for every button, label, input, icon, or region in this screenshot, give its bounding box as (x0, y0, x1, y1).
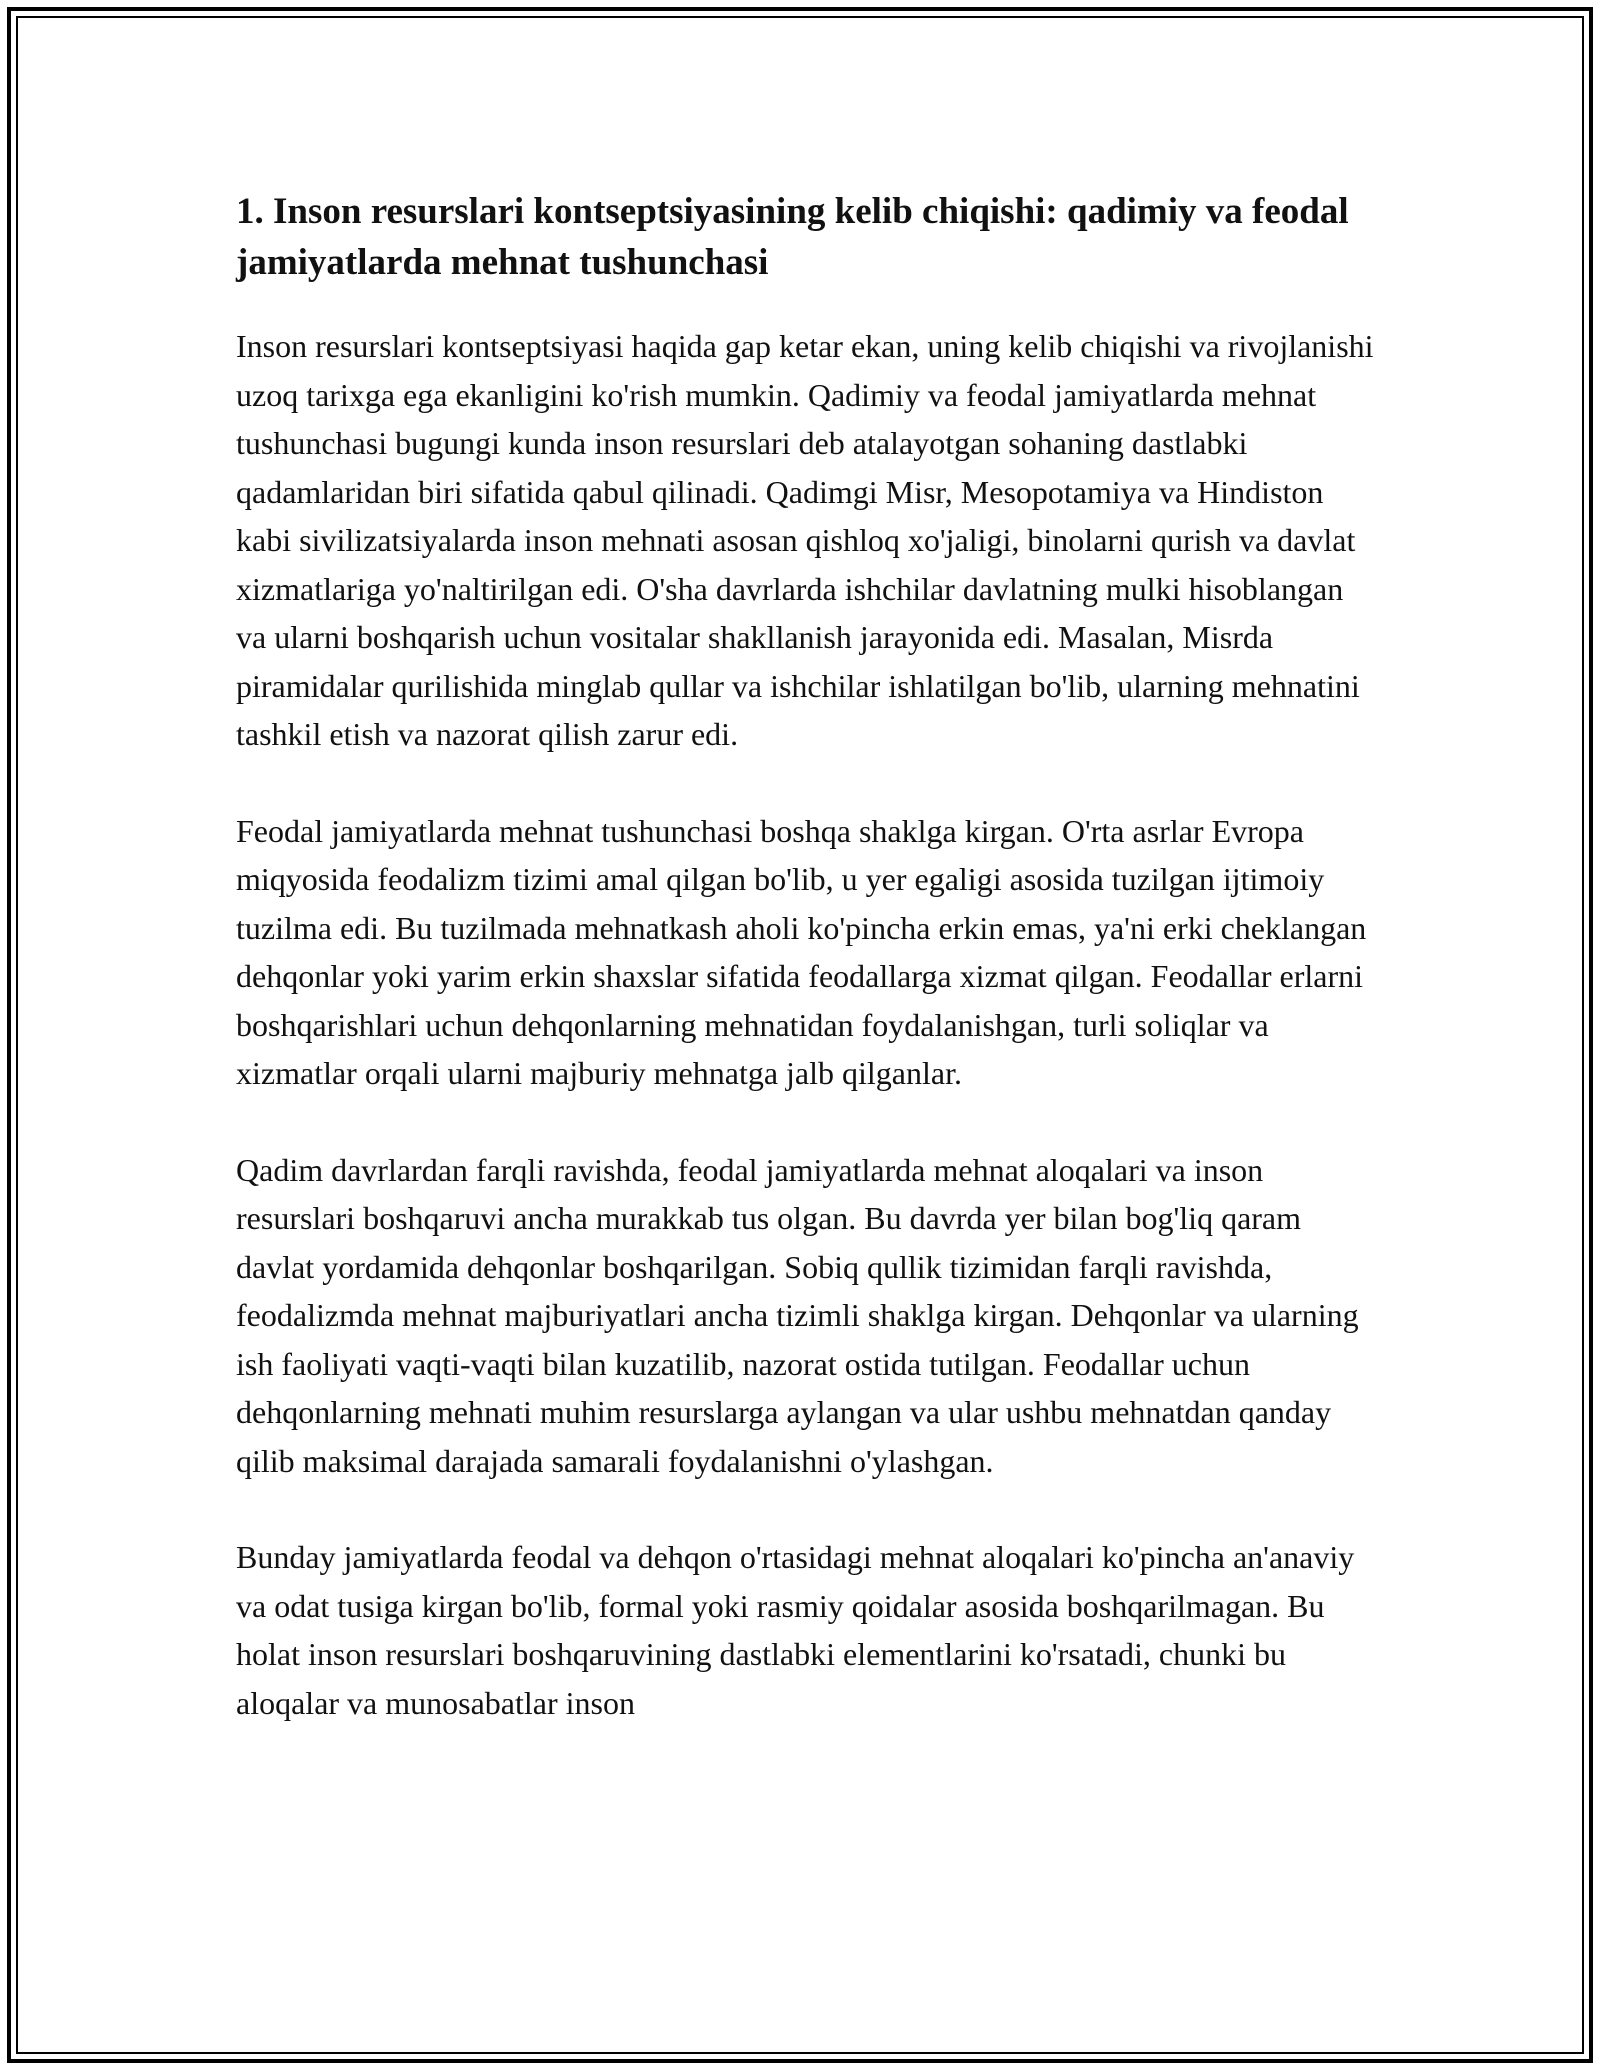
document-body (236, 186, 1376, 1727)
paragraph-4: Bunday jamiyatlarda feodal va dehqon o'rtasidagi mehnat aloqalari ko'pincha an'anaviy va odat tusiga kirgan bo'lib, formal yoki rasmiy qoidalar asosida boshqarilmagan. Bu holat inson resurslari boshqaruvining dastlabki elementlarini ko'rsatadi, chunki bu aloqalar va munosabatlar inson (236, 1539, 1355, 1721)
paragraph-2: Feodal jamiyatlarda mehnat tushunchasi boshqa shaklga kirgan. O'rta asrlar Evropa miqyosida feodalizm tizimi amal qilgan bo'lib, u yer egaligi asosida tuzilgan ijtimoiy tuzilma edi. Bu tuzilmada mehnatkash aholi ko'pincha erkin emas, ya'ni erki cheklangan dehqonlar yoki yarim erkin shaxslar sifatida feodallarga xizmat qilgan. Feodallar erlarni boshqarishlari uchun dehqonlarning mehnatidan foydalanishgan, turli soliqlar va xizmatlar orqali ularni majburiy mehnatga jalb qilganlar. (236, 812, 1367, 1091)
paragraph-3: Qadim davrlardan farqli ravishda, feodal jamiyatlarda mehnat aloqalari va inson resurslari boshqaruvi ancha murakkab tus olgan. Bu davrda yer bilan bog'liq qaram davlat yordamida dehqonlar boshqarilgan. Sobiq qullik tizimidan farqli ravishda, feodalizmda mehnat majburiyatlari ancha tizimli shaklga kirgan. Dehqonlar va ularning ish faoliyati vaqti-vaqti bilan kuzatilib, nazorat ostida tutilgan. Feodallar uchun dehqonlarning mehnati muhim resurslarga aylangan va ular ushbu mehnatdan qanday qilib maksimal darajada samarali foydalanishni o'ylashgan. (236, 1151, 1359, 1479)
section-heading: 1. Inson resurslari kontseptsiyasining kelib chiqishi: qadimiy va feodal jamiyatlarda mehnat tushunchasi (236, 191, 1349, 283)
paragraph-1: Inson resurslari kontseptsiyasi haqida gap ketar ekan, uning kelib chiqishi va rivojlanishi uzoq tarixga ega ekanligini ko'rish mumkin. Qadimiy va feodal jamiyatlarda mehnat tushunchasi bugungi kunda inson resurslari deb atalayotgan sohaning dastlabki qadamlaridan biri sifatida qabul qilinadi. Qadimgi Misr, Mesopotamiya va Hindiston kabi sivilizatsiyalarda inson mehnati asosan qishloq xo'jaligi, binolarni qurish va davlat xizmatlariga yo'naltirilgan edi. O'sha davrlarda ishchilar davlatning mulki hisoblangan va ularni boshqarish uchun vositalar shakllanish jarayonida edi. Masalan, Misrda piramidalar qurilishida minglab qullar va ishchilar ishlatilgan bo'lib, ularning mehnatini tashkil etish va nazorat qilish zarur edi. (236, 328, 1374, 752)
